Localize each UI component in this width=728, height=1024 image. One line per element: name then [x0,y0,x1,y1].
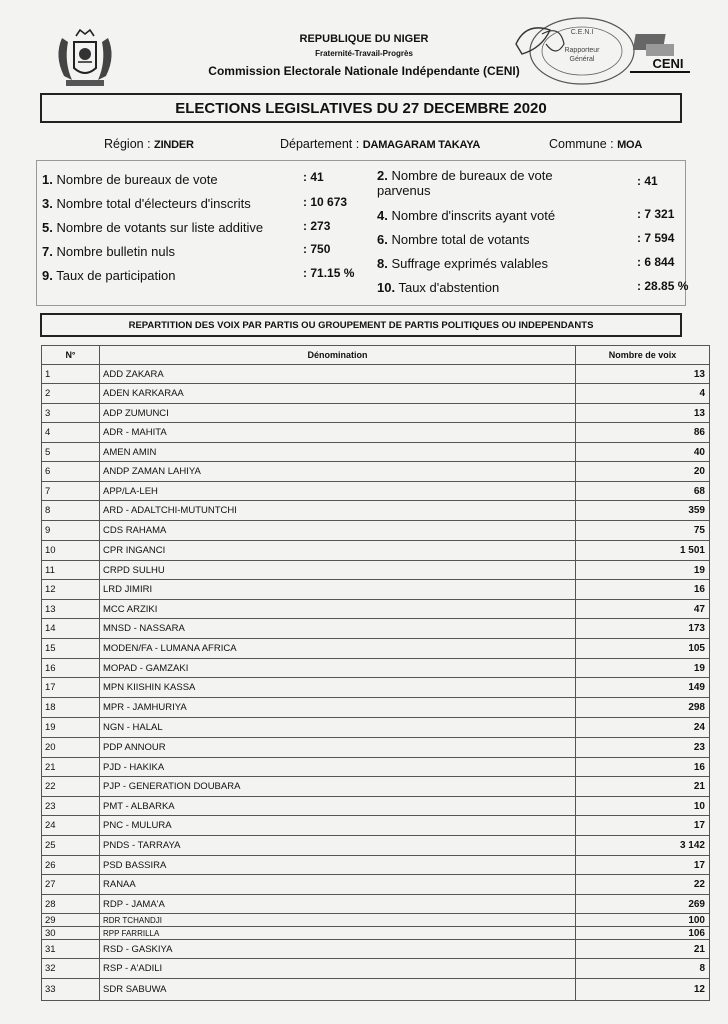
vote-count: 22 [576,875,710,895]
vote-count: 298 [576,698,710,718]
stat-value: : 7 321 [637,207,675,221]
table-row [42,718,710,738]
commune-field [549,137,642,151]
ceni-logo-icon [628,32,692,76]
table-row [42,698,710,718]
row-number: 17 [42,678,100,698]
stat-item: 3. Nombre total d'électeurs d'inscrits [42,196,251,211]
region-value: ZINDER [154,139,194,151]
vote-count: 17 [576,816,710,836]
vote-count: 86 [576,423,710,443]
vote-count: 75 [576,521,710,541]
table-row [42,816,710,836]
row-number: 7 [42,482,100,501]
vote-count: 47 [576,600,710,619]
table-row [42,914,710,927]
vote-count: 16 [576,758,710,777]
column-header-number: N° [42,346,100,365]
vote-count: 100 [576,914,710,927]
table-row [42,501,710,521]
departement-label: Département : [280,137,360,151]
table-row [42,856,710,875]
party-name: MNSD - NASSARA [100,619,576,639]
party-name: CDS RAHAMA [100,521,576,541]
national-motto: Fraternité-Travail-Progrès [315,49,413,58]
results-table-body [42,365,710,1001]
stamp-text-ceni: C.E.N.I [570,29,594,36]
party-name: ADD ZAKARA [100,365,576,384]
table-row [42,777,710,797]
region-label: Région : [104,137,151,151]
party-name: PJP - GENERATION DOUBARA [100,777,576,797]
table-row [42,797,710,816]
vote-count: 17 [576,856,710,875]
party-name: MCC ARZIKI [100,600,576,619]
stat-value: : 10 673 [303,195,348,209]
party-name: RDR TCHANDJI [100,914,576,927]
party-name: MOPAD - GAMZAKI [100,659,576,678]
commission-name: Commission Electorale Nationale Indépendante (CENI) [208,64,520,78]
table-row [42,423,710,443]
commune-value: MOA [617,139,643,151]
table-row [42,895,710,914]
stat-item: 8. Suffrage exprimés valables [377,256,549,271]
party-name: RANAA [100,875,576,895]
row-number: 20 [42,738,100,758]
row-number: 33 [42,979,100,1001]
stat-value: : 41 [637,174,658,188]
vote-count: 173 [576,619,710,639]
vote-count: 20 [576,462,710,482]
column-header-denomination: Dénomination [100,346,576,365]
row-number: 18 [42,698,100,718]
row-number: 21 [42,758,100,777]
logo-text: CENI [652,56,684,71]
table-row [42,541,710,561]
party-name: RDP - JAMA'A [100,895,576,914]
party-name: AMEN AMIN [100,443,576,462]
row-number: 27 [42,875,100,895]
stat-value: : 273 [303,219,331,233]
table-row [42,482,710,501]
stat-value: : 71.15 % [303,266,355,280]
table-row [42,758,710,777]
party-name: ARD - ADALTCHI-MUTUNTCHI [100,501,576,521]
party-name: ADR - MAHITA [100,423,576,443]
table-row [42,561,710,580]
vote-count: 4 [576,384,710,404]
stat-value: : 6 844 [637,255,675,269]
vote-count: 19 [576,561,710,580]
party-name: ANDP ZAMAN LAHIYA [100,462,576,482]
table-row [42,639,710,659]
results-table [41,345,710,1001]
election-title: ELECTIONS LEGISLATIVES DU 27 DECEMBRE 2020 [40,93,682,123]
vote-count: 1 501 [576,541,710,561]
table-row [42,462,710,482]
row-number: 32 [42,959,100,979]
table-row [42,959,710,979]
region-field [104,137,194,151]
stat-item: 5. Nombre de votants sur liste additive [42,220,264,235]
vote-count: 19 [576,659,710,678]
party-name: RSD - GASKIYA [100,940,576,959]
table-header-row [42,346,710,365]
table-row [42,659,710,678]
vote-count: 21 [576,777,710,797]
party-name: LRD JIMIRI [100,580,576,600]
row-number: 28 [42,895,100,914]
vote-count: 105 [576,639,710,659]
vote-count: 10 [576,797,710,816]
row-number: 10 [42,541,100,561]
party-name: APP/LA-LEH [100,482,576,501]
commune-label: Commune : [549,137,614,151]
stat-value: : 7 594 [637,231,675,245]
departement-value: DAMAGARAM TAKAYA [362,139,481,151]
vote-count: 3 142 [576,836,710,856]
table-row [42,678,710,698]
stat-item: 9. Taux de participation [42,268,176,283]
table-row [42,404,710,423]
party-name: ADP ZUMUNCI [100,404,576,423]
vote-count: 12 [576,979,710,1001]
stat-item: 2. Nombre de bureaux de vote parvenus [377,168,553,198]
row-number: 23 [42,797,100,816]
table-row [42,384,710,404]
table-row [42,600,710,619]
stat-item: 1. Nombre de bureaux de vote [42,172,218,187]
party-name: PJD - HAKIKA [100,758,576,777]
row-number: 24 [42,816,100,836]
row-number: 3 [42,404,100,423]
vote-count: 359 [576,501,710,521]
party-name: CRPD SULHU [100,561,576,580]
row-number: 25 [42,836,100,856]
row-number: 31 [42,940,100,959]
row-number: 29 [42,914,100,927]
stat-item: 4. Nombre d'inscrits ayant voté [377,208,556,223]
vote-count: 149 [576,678,710,698]
row-number: 13 [42,600,100,619]
table-row [42,443,710,462]
table-row [42,927,710,940]
party-name: MPR - JAMHURIYA [100,698,576,718]
party-name: NGN - HALAL [100,718,576,738]
row-number: 8 [42,501,100,521]
row-number: 15 [42,639,100,659]
party-name: MODEN/FA - LUMANA AFRICA [100,639,576,659]
row-number: 22 [42,777,100,797]
party-name: RSP - A'ADILI [100,959,576,979]
departement-field [280,137,480,151]
table-row [42,521,710,541]
stat-value: : 28.85 % [637,279,689,293]
table-row [42,979,710,1001]
party-name: PSD BASSIRA [100,856,576,875]
row-number: 30 [42,927,100,940]
stat-value: : 750 [303,242,331,256]
vote-count: 68 [576,482,710,501]
vote-count: 8 [576,959,710,979]
stamp-text-rapporteur: Rapporteur [564,47,600,54]
stamp-text-general: Général [569,56,595,63]
party-name: RPP FARRILLA [100,927,576,940]
row-number: 19 [42,718,100,738]
party-name: PDP ANNOUR [100,738,576,758]
row-number: 1 [42,365,100,384]
party-name: SDR SABUWA [100,979,576,1001]
row-number: 4 [42,423,100,443]
country-name: REPUBLIQUE DU NIGER [299,33,429,45]
vote-count: 269 [576,895,710,914]
party-name: PNDS - TARRAYA [100,836,576,856]
row-number: 16 [42,659,100,678]
vote-count: 16 [576,580,710,600]
row-number: 2 [42,384,100,404]
row-number: 14 [42,619,100,639]
column-header-votes: Nombre de voix [576,346,710,365]
row-number: 5 [42,443,100,462]
vote-count: 106 [576,927,710,940]
vote-count: 24 [576,718,710,738]
official-stamp-icon [512,14,638,88]
table-row [42,738,710,758]
row-number: 9 [42,521,100,541]
vote-count: 40 [576,443,710,462]
repartition-title: REPARTITION DES VOIX PAR PARTIS OU GROUPEMENT DE PARTIS POLITIQUES OU INDEPENDANTS [40,313,682,337]
table-row [42,619,710,639]
party-name: PNC - MULURA [100,816,576,836]
table-row [42,875,710,895]
table-row [42,940,710,959]
vote-count: 13 [576,404,710,423]
vote-count: 21 [576,940,710,959]
party-name: MPN KIISHIN KASSA [100,678,576,698]
vote-count: 13 [576,365,710,384]
party-name: PMT - ALBARKA [100,797,576,816]
stat-item: 7. Nombre bulletin nuls [42,244,175,259]
row-number: 26 [42,856,100,875]
row-number: 11 [42,561,100,580]
table-row [42,365,710,384]
stat-item: 6. Nombre total de votants [377,232,530,247]
vote-count: 23 [576,738,710,758]
row-number: 12 [42,580,100,600]
table-row [42,836,710,856]
table-row [42,580,710,600]
row-number: 6 [42,462,100,482]
stat-value: : 41 [303,170,324,184]
party-name: CPR INGANCI [100,541,576,561]
party-name: ADEN KARKARAA [100,384,576,404]
stat-item: 10. Taux d'abstention [377,280,500,295]
